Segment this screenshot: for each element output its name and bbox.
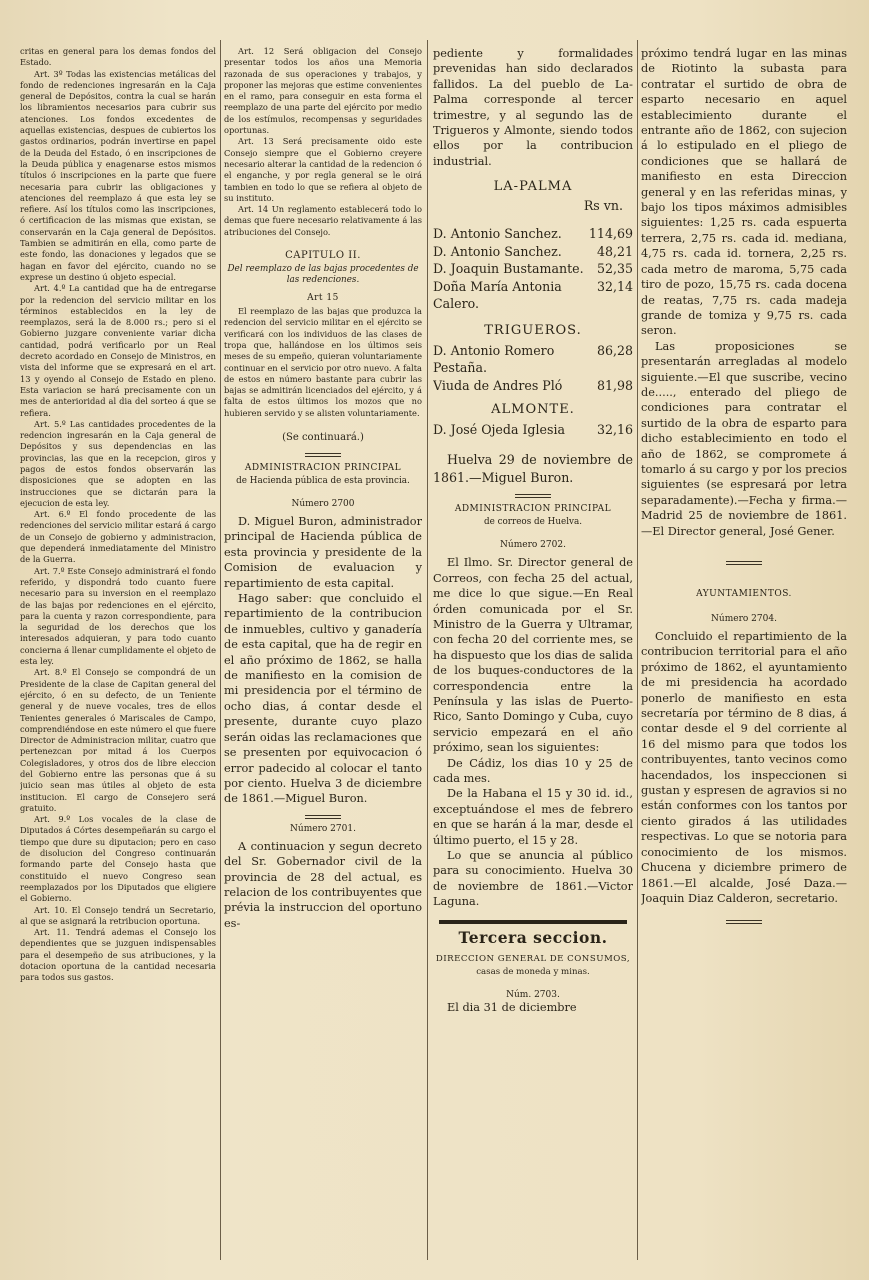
notice-2700-header: D. Miguel Buron, administrador principal de Hacienda pública de esta provincia y presidente de la Comision de evaluacion y repartimiento de esta capital.	[224, 515, 422, 590]
column-4	[641, 46, 847, 1256]
article-15-heading: Art 15	[307, 293, 339, 304]
chapter-title: CAPITULO II.	[285, 250, 361, 262]
column-divider	[220, 40, 221, 1260]
notice-number: Núm. 2703.	[506, 989, 560, 1000]
table-row: D. Antonio Sanchez. 114,69	[433, 226, 633, 242]
notice-2701-continued: pediente y formalidades prevenidas han sido declarados fallidos. La del pueblo de La-Palma corresponde al tercer trimestre, y al segundo las de Trigueros y Almonte, siendo todos ellos por la contribucion industrial.	[433, 47, 633, 168]
law-article-4: Art. 4.º La cantidad que ha de entregarse por la redencion del servicio militar en los términos establecidos en la ley de reemplazos, será la de 8.000 rs.; pero si el Gobierno juzgare conveniente variar dicha cantidad, podrá verificarlo por un Real decreto acordado en Consejo de Ministros, en vista del informe que se expresará en el art. 13 y oyendo al Consejo de Estado en pleno. Esta variacion se hará precisamente con un mes de anterioridad al dia del sorteo á que se refiera.	[20, 283, 216, 418]
table-row: Doña María Antonia Calero. 32,14	[433, 278, 633, 312]
table-row: D. Antonio Romero Pestaña. 86,28	[433, 342, 633, 376]
notice-2700-body: Hago saber: que concluido el repartimiento de la contribucion de inmuebles, cultivo y ganadería de esta capital, que ha de regir en el año próximo de 1862, se halla de manifiesto en la comision de mi presidencia por el término de ocho dias, á contar desde el presente, durante cuyo plazo serán oidas las reclamaciones que se presenten por equivocacion ó error padecido al colocar el tanto por ciento. Huelva 3 de diciembre de 1861.—Miguel Buron.	[224, 592, 422, 806]
column-1	[20, 46, 216, 1256]
notice-number: Número 2704.	[711, 614, 777, 624]
separator-rule	[515, 494, 551, 495]
admin-heading: ADMINISTRACION PRINCIPAL	[454, 504, 612, 515]
separator-rule	[726, 920, 762, 921]
notice-2702-text: El Ilmo. Sr. Director general de Correos, con fecha 25 del actual, me dice lo que sigue.—En Real órden comunicada por el Sr. Ministro de la Guerra y Ultramar, con fecha 20 del corriente mes, se ha dispuesto que los dias de salida de los buques-conductores de la correspondencia entre la Península y las islas de Puerto-Rico, Santo Domingo y Cuba, cuyo servicio empezará en el año próximo, sean los siguientes:	[433, 556, 633, 755]
continue-note: (Se continuará.)	[282, 432, 364, 444]
notice-2704-text: Concluido el repartimiento de la contribucion territorial para el año próximo de 1862, el ayuntamiento de mi presidencia ha acordado ponerlo de manifiesto en esta secretaría por término de 8 dias, á contar desde el 9 del corriente al 16 del mismo para que todos los contribuyentes, tanto vecinos como hacendados, los inspeccionen si gustan y espresen de agravios si no están conformes con los tantos por ciento girados á las utilidades respectivas. Lo que se notoria para conocimiento de los mismos. Chucena y diciembre primero de 1861.—El alcalde, José Daza.—Joaquin Diaz Calderon, secretario.	[641, 630, 847, 905]
notice-number: Número 2700	[291, 499, 355, 510]
table-row: D. Antonio Sanchez. 48,21	[433, 243, 633, 259]
section-title: Tercera seccion.	[458, 927, 608, 947]
admin-heading: ADMINISTRACION PRINCIPAL	[244, 463, 402, 474]
law-article-10: Art. 10. El Consejo tendrá un Secretario, al que se asignará la retribucion oportuna.	[20, 904, 216, 926]
consumos-heading: DIRECCION GENERAL DE CONSUMOS,	[435, 953, 631, 964]
separator-rule	[305, 453, 341, 454]
law-article-14: Art. 14 Un reglamento establecerá todo lo demas que fuere necesario relativamente á las atribuciones del Consejo.	[224, 204, 422, 237]
law-article-15: El reemplazo de las bajas que produzca la redencion del servicio militar en el ejército se verificará con los individuos de las clases de tropa que, hallándose en los últimos seis meses de su empeño, quieran voluntariamente continuar en el servicio por otro nuevo. A falta de estos en número bastante para cubrir las bajas se admitirán licenciados del ejército, y á falta de estos últimos los mozos que no hubieren servido y se alisten voluntariamente.	[224, 306, 422, 418]
column-divider	[637, 40, 638, 1260]
notice-2702-publish: Lo que se anuncia al público para su conocimiento. Huelva 30 de noviembre de 1861.—Victor Laguna.	[433, 849, 633, 909]
law-paragraph: critas en general para los demas fondos del Estado.	[20, 46, 216, 68]
notice-2703-proposals: Las proposiciones se presentarán arregladas al modelo siguiente.—El que suscribe, vecino de....., enterado del pliego de condiciones para contratar el surtido de la obra de esparto para dicho establecimiento en todo el año de 1862, se compromete á tomarlo á su cargo y por los precios siguientes (se espresará por letra separadamente).—Fecha y firma.— Madrid 25 de noviembre de 1861.—El Director general, José Gener.	[641, 339, 847, 538]
admin-subheading: de correos de Huelva.	[483, 517, 583, 528]
separator-rule	[726, 561, 762, 562]
table-row: D. José Ojeda Iglesia 32,16	[433, 422, 633, 438]
law-article-3: Art. 3º Todas las existencias metálicas del fondo de redenciones ingresarán en la Caja general de Depósitos, contra la cual se harán los libramientos necesarios para cubrir sus atenciones. Los fondos excedentes de aquellas existencias, despues de cubiertos los gastos ordinarios, podrán invertirse en papel de la Deuda del Estado, ó en inscripciones de la Deuda pública y enagenarse estos mismos títulos ó inscripciones en la parte que fuere necesaria para cubrir las obligaciones y atenciones del reemplazo á que esta ley se refiere. Así los títulos como las inscripciones, ó certificacion de las mismas que existan, se conservarán en la Caja general de Depósitos. Tambien se admitirán en ella, como parte de este fondo, las donaciones y legados que se hagan en favor del ejército, cuando no se exprese un destino ú objeto especial.	[20, 68, 216, 282]
notice-2702-habana: De la Habana el 15 y 30 id. id., exceptuándose el mes de febrero en que se harán á la mar, desde el último puerto, el 15 y 28.	[433, 787, 633, 847]
notice-number: Número 2702.	[500, 540, 566, 551]
admin-subheading: de Hacienda pública de esta provincia.	[236, 476, 410, 487]
law-article-6: Art. 6.º El fondo procedente de las redenciones del servicio militar estará á cargo de un Consejo de gobierno y administracion, que dependerá inmediatamente del Ministro de la Guerra.	[20, 509, 216, 565]
place-heading: TRIGUEROS.	[484, 322, 582, 338]
law-article-13: Art. 13 Será precisamente oido este Consejo siempre que el Gobierno creyere necesario alterar la cantidad de la redencion ó el enganche, y por regla general se le oirá tambien en todo lo que se refiera al objeto de su instituto.	[224, 136, 422, 203]
ayuntamientos-heading: AYUNTAMIENTOS.	[696, 589, 792, 599]
notice-2703-start: El dia 31 de diciembre	[447, 1000, 577, 1014]
notice-2701-text: A continuacion y segun decreto del Sr. Gobernador civil de la provincia de 28 del actual, es relacion de los contribuyentes que prévia la instruccion del oportuno es-	[224, 839, 422, 930]
law-article-9: Art. 9.º Los vocales de la clase de Diputados á Córtes desempeñarán su cargo el tiempo que dure su diputacion; pero en caso de disolucion del Congreso continuarán formando parte del Consejo hasta que constituido el nuevo Congreso sean reemplazados por los Diputados que eligiere el Gobierno.	[20, 814, 216, 904]
column-2	[224, 46, 422, 1256]
section-rule	[439, 920, 627, 924]
signoff: Huelva 29 de noviembre de 1861.—Miguel Buron.	[433, 451, 633, 485]
notice-2702-cadiz: De Cádiz, los dias 10 y 25 de cada mes.	[433, 756, 633, 786]
notice-2703-continued: próximo tendrá lugar en las minas de Riotinto la subasta para contratar el surtido de obra de esparto necesario en aquel establecimiento durante el entrante año de 1862, con sujecion á lo estipulado en el pliego de condiciones que se hallará de manifiesto en esta Direccion general y en las referidas minas, y bajo los tipos máximos admisibles siguientes: 1,25 rs. cada espuerta terrera, 2,75 rs. cada id. mediana, 4,75 rs. cada id. tornera, 2,25 rs. cada metro de maroma, 5,75 cada tiro de pozo, 15,75 rs. cada docena de reatas, 7,75 rs. cada madeja grande de tomiza y 9,75 rs. cada seron.	[641, 47, 847, 338]
notice-number: Número 2701.	[290, 823, 356, 834]
law-article-7: Art. 7.º Este Consejo administrará el fondo referido, y dispondrá todo cuanto fuere necesario para su inversion en el reemplazo de las bajas por redenciones en el ejército, para la cuenta y razon correspondiente, para la seguridad de los derechos que los interesados adquieran, y para todo cuanto concierna á llenar cumplidamente el objeto de esta ley.	[20, 565, 216, 667]
column-divider	[427, 40, 428, 1260]
law-article-11: Art. 11. Tendrá ademas el Consejo los dependientes que se juzguen indispensables para el desempeño de sus atribuciones, y la dotacion oportuna de la cantidad necesaria para todos sus gastos.	[20, 927, 216, 983]
currency-label: Rs vn.	[583, 198, 623, 214]
consumos-subheading: casas de moneda y minas.	[476, 966, 590, 977]
law-article-5: Art. 5.º Las cantidades procedentes de la redencion ingresarán en la Caja general de Depósitos y sus dependencias en las provincias, las que en la recepcion, giros y pagos de estos fondos observarán las disposiciones que se adopten en las instrucciones que se dictarán para la ejecucion de esta ley.	[20, 418, 216, 508]
law-article-12: Art. 12 Será obligacion del Consejo presentar todos los años una Memoria razonada de sus operaciones y trabajos, y proponer las mejoras que estime convenientes en el ramo, para conseguir en esta forma el reemplazo de una parte del ejército por medio de los estímulos, recompensas y seguridades oportunas.	[224, 46, 422, 136]
table-row: Viuda de Andres Pló 81,98	[433, 377, 633, 393]
place-heading: LA-PALMA	[493, 179, 573, 195]
chapter-subtitle: Del reemplazo de las bajas procedentes de las redenciones.	[227, 264, 419, 286]
place-heading: ALMONTE.	[491, 402, 575, 418]
table-row: D. Joaquin Bustamante. 52,35	[433, 261, 633, 277]
separator-rule	[305, 815, 341, 816]
column-3	[433, 46, 633, 1256]
law-article-8: Art. 8.º El Consejo se compondrá de un Presidente de la clase de Capitan general del ejército, ó en su defecto, de un Teniente general y de nueve vocales, tres de ellos Tenientes generales ó Mariscales de Campo, comprendiéndose en este número el que fuere Director de Administracion militar, cuatro que pertenezcan por mitad á los Cuerpos Colegisladores, y otros dos de libre eleccion del Gobierno entre las personas que á su juicio sean mas útiles al objeto de esta institucion. El cargo de Consejero será gratuito.	[20, 667, 216, 813]
